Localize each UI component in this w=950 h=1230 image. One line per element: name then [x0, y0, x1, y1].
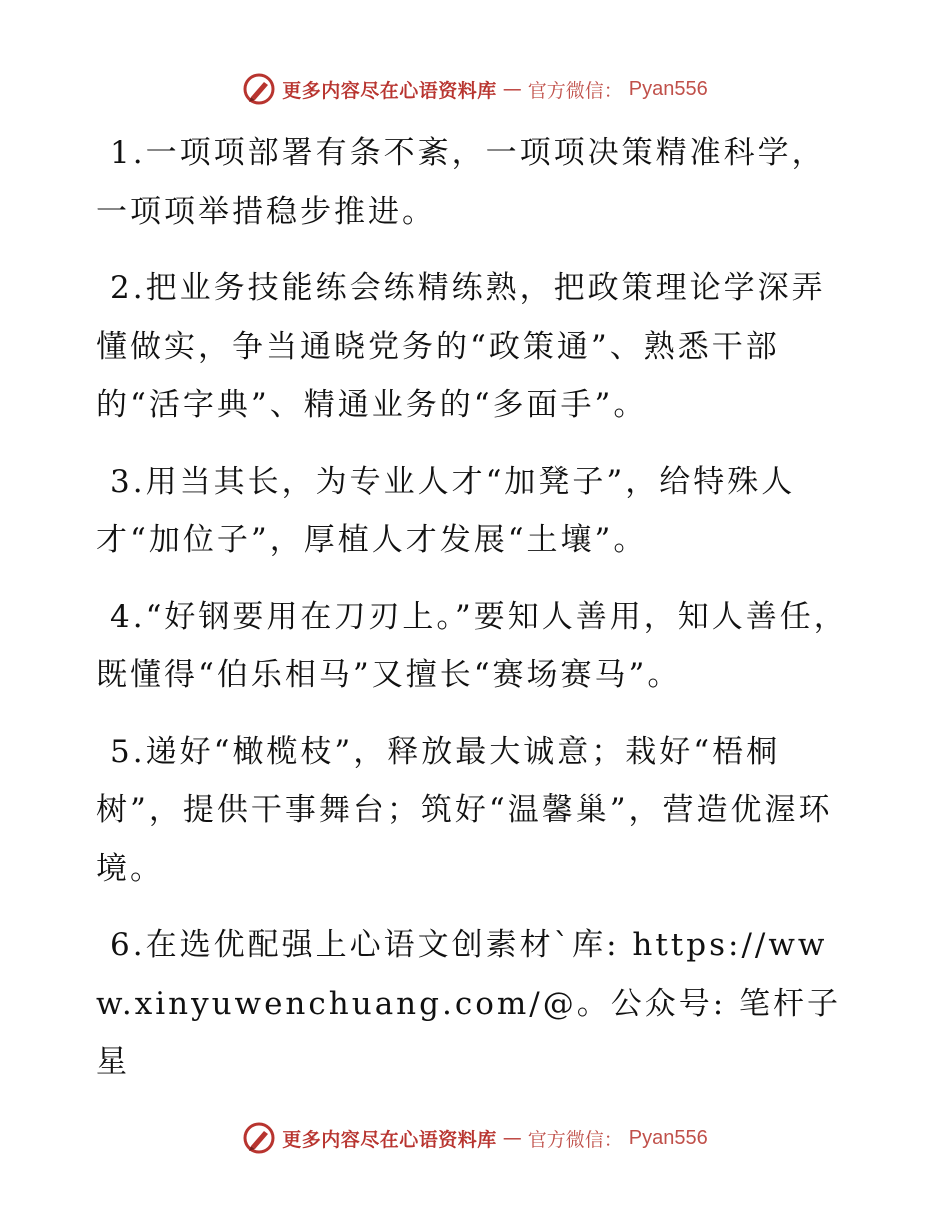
document-body [96, 124, 856, 1110]
pen-circle-logo-icon [242, 72, 276, 106]
footer-wechat-id: Pyan556 [628, 1126, 708, 1149]
paragraph-6: 6.在选优配强上心语文创素材`库: https://www.xinyuwenchuang.com/@。公众号: 笔杆子星 [96, 927, 841, 1080]
header-wechat-id: Pyan556 [628, 77, 708, 100]
header-main-text: 更多内容尽在心语资料库 [282, 79, 497, 102]
paragraph-3: 3.用当其长，为专业人才“加凳子”，给特殊人才“加位子”，厚植人才发展“土壤”。 [96, 463, 796, 558]
header-watermark [0, 72, 950, 106]
footer-label: 官方微信： [527, 1128, 623, 1151]
footer-separator: — [502, 1127, 522, 1149]
footer-main-text: 更多内容尽在心语资料库 [282, 1128, 497, 1151]
header-separator: — [502, 78, 522, 100]
paragraph-2: 2.把业务技能练会练精练熟，把政策理论学深弄懂做实，争当通晓党务的“政策通”、熟悉干部的“活字典”、精通业务的“多面手”。 [96, 270, 826, 423]
header-label: 官方微信： [527, 79, 623, 102]
paragraph-1: 1.一项项部署有条不紊，一项项决策精准科学，一项项举措稳步推进。 [96, 135, 826, 230]
pen-circle-logo-icon [242, 1121, 276, 1155]
paragraph-4: 4.“好钢要用在刀刃上。”要知人善用，知人善任，既懂得“伯乐相马”又擅长“赛场赛马”。 [96, 598, 848, 693]
footer-watermark [0, 1121, 950, 1155]
paragraph-5: 5.递好“橄榄枝”，释放最大诚意；栽好“梧桐树”，提供干事舞台；筑好“温馨巢”，营造优渥环境。 [96, 733, 833, 887]
